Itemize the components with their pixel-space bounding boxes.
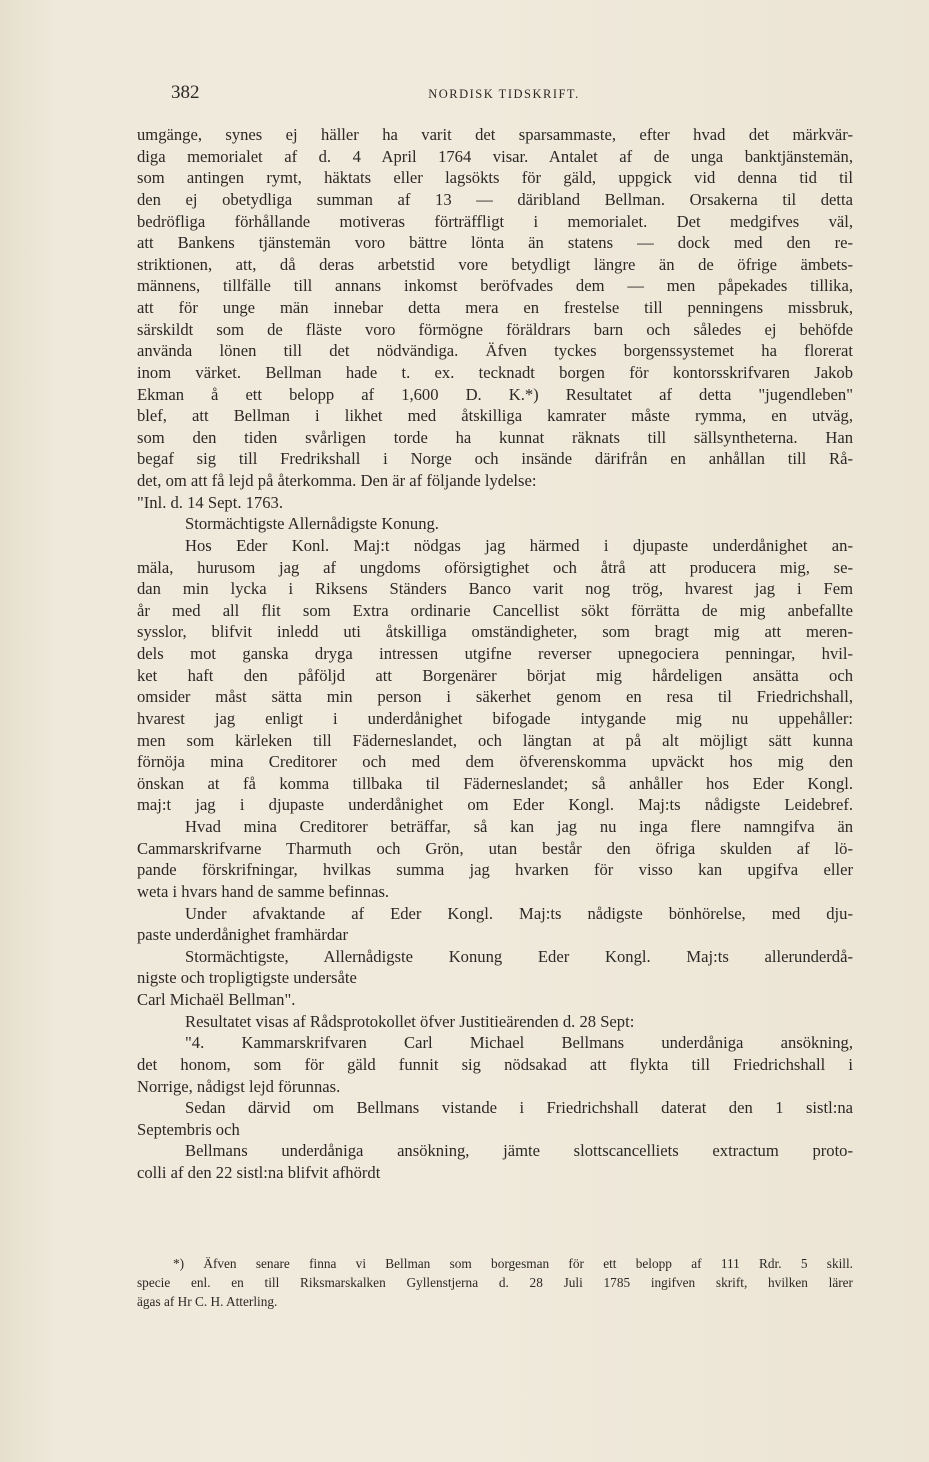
text-line: som antingen rymt, häktats eller lagsökts för gäld, uppgick vid denna tid til — [137, 168, 853, 188]
text-line: nigste och tropligtigste undersåte — [137, 968, 357, 988]
text-line: Sedan därvid om Bellmans vistande i Friedrichshall daterat den 1 sistl:na — [185, 1098, 853, 1118]
text-line: Ekman å ett belopp af 1,600 D. K.*) Resultatet af detta "jugendleben" — [137, 384, 853, 404]
text-line: sysslor, blifvit inledd uti åtskilliga omständigheter, som bragt mig att meren- — [137, 622, 853, 642]
text-line: förnöja mina Creditorer och med dem öfverenskomma upväckt hos mig den — [137, 752, 853, 772]
text-line: Stormächtigste, Allernådigste Konung Eder Kongl. Maj:ts allerunderdå- — [185, 946, 853, 966]
text-line: dels mot ganska dryga intressen utgifne reverser upnegociera penningar, hvil- — [137, 644, 853, 663]
text-line: Resultatet visas af Rådsprotokollet öfver Justitieärenden d. 28 Sept: — [185, 1011, 635, 1031]
text-line: Under afvaktande af Eder Kongl. Maj:ts nådigste bönhörelse, med dju- — [185, 903, 853, 923]
text-line: önskan at få komma tillbaka til Fäderneslandet; så anhåller hos Eder Kongl. — [137, 773, 853, 793]
text-line: männens, tillfälle till annans inkomst beröfvades dem — men påpekades tillika, — [137, 276, 853, 296]
text-line: Cammarskrifvarne Tharmuth och Grön, utan består den öfriga skulden af lö- — [137, 838, 853, 858]
text-line: weta i hvars hand de samme befinnas. — [137, 881, 390, 901]
footnote-line: specie enl. en till Riksmarskalken Gyllenstjerna d. 28 Juli 1785 ingifven skrift, hvilken lärer — [137, 1275, 853, 1290]
text-line: använda lönen till det nödvändiga. Äfven tyckes borgenssystemet ha florerat — [137, 341, 853, 361]
text-line: den ej obetydliga summan af 13 — däribland Bellman. Orsakerna til detta — [137, 189, 853, 209]
text-line: att för unge män innebar detta mera en frestelse till penningens missbruk, — [137, 298, 853, 317]
text-line: mäla, hurusom jag af ungdoms oförsigtighet och åtrå att producera mig, se- — [137, 557, 853, 577]
footnote-line: ägas af Hr C. H. Atterling. — [137, 1294, 278, 1309]
text-line: ket haft den påföljd att Borgenärer börjat mig hårdeligen ansätta och — [137, 665, 853, 685]
text-line: det honom, som för gäld funnit sig nödsakad att flykta till Friedrichshall i — [137, 1054, 853, 1074]
page-number: 382 — [171, 82, 200, 103]
text-line: colli af den 22 sistl:na blifvit afhördt — [137, 1163, 381, 1182]
letter-date-line: "Inl. d. 14 Sept. 1763. — [137, 492, 283, 512]
text-line: maj:t jag i djupaste underdånighet om Eder Kongl. Maj:ts nådigste Leidebref. — [137, 795, 853, 815]
running-title: NORDISK TIDSKRIFT. — [428, 87, 580, 101]
footnote — [137, 1254, 853, 1311]
body-text — [137, 124, 853, 1184]
text-line: hvarest jag enligt i underdånighet bifogade intygande mig nu uppehåller: — [137, 708, 853, 728]
text-line: men som kärleken till Fäderneslandet, och längtan at på alt möjligt sätt kunna — [137, 730, 853, 750]
text-line: år med all flit som Extra ordinarie Cancellist sökt förrätta de mig anbefallte — [137, 600, 853, 620]
text-line: Norrige, nådigst lejd förunnas. — [137, 1076, 341, 1096]
text-line: umgänge, synes ej häller ha varit det sparsammaste, efter hvad det märkvär- — [137, 125, 853, 144]
text-line: paste underdånighet framhärdar — [137, 925, 349, 945]
page-header — [137, 82, 853, 112]
text-line: Septembris och — [137, 1119, 240, 1139]
text-line: Hvad mina Creditorer beträffar, så kan jag nu inga flere namngifva än — [185, 817, 853, 836]
letter-salutation: Stormächtigste Allernådigste Konung. — [185, 514, 439, 534]
text-line: inom värket. Bellman hade t. ex. tecknadt borgen för kontorsskrifvaren Jakob — [137, 362, 853, 382]
text-line: dan min lycka i Riksens Ständers Banco varit nog trög, hvarest jag i Fem — [137, 579, 853, 599]
text-line: bedröfliga förhållande motiveras förträffligt i memorialet. Det medgifves väl, — [137, 211, 853, 231]
text-line: Bellmans underdåniga ansökning, jämte slottscancelliets extractum proto- — [185, 1141, 853, 1161]
text-line: det, om att få lejd på återkomma. Den är af följande lydelse: — [137, 471, 537, 490]
text-line: diga memorialet af d. 4 April 1764 visar. Antalet af de unga banktjänstemän, — [137, 146, 853, 166]
text-line: Hos Eder Konl. Maj:t nödgas jag härmed i djupaste underdånighet an- — [185, 535, 853, 555]
footnote-line: *) Äfven senare finna vi Bellman som borgesman för ett belopp af 111 Rdr. 5 skill. — [173, 1256, 853, 1271]
text-line: särskildt som de fläste voro förmögne föräldrars barn och således ej behöfde — [137, 319, 853, 339]
text-line: omsider måst sätta min person i säkerhet genom en resa til Friedrichshall, — [137, 687, 853, 707]
letter-signature: Carl Michaël Bellman". — [137, 990, 296, 1009]
text-line: pande förskrifningar, hvilkas summa jag hvarken för visso kan upgifva eller — [137, 860, 853, 880]
text-line: blef, att Bellman i likhet med åtskilliga kamrater måste rymma, en utväg, — [137, 406, 853, 426]
text-line: "4. Kammarskrifvaren Carl Michael Bellmans underdåniga ansökning, — [185, 1033, 853, 1053]
text-line: att Bankens tjänstemän voro bättre lönta än statens — dock med den re- — [137, 233, 853, 253]
text-line: som den tiden svårligen torde ha kunnat räknats till sällsyntheterna. Han — [137, 427, 853, 447]
text-line: begaf sig till Fredrikshall i Norge och insände därifrån en anhållan till Rå- — [137, 449, 853, 469]
text-line: striktionen, att, då deras arbetstid vore betydligt längre än de öfrige ämbets- — [137, 254, 853, 274]
